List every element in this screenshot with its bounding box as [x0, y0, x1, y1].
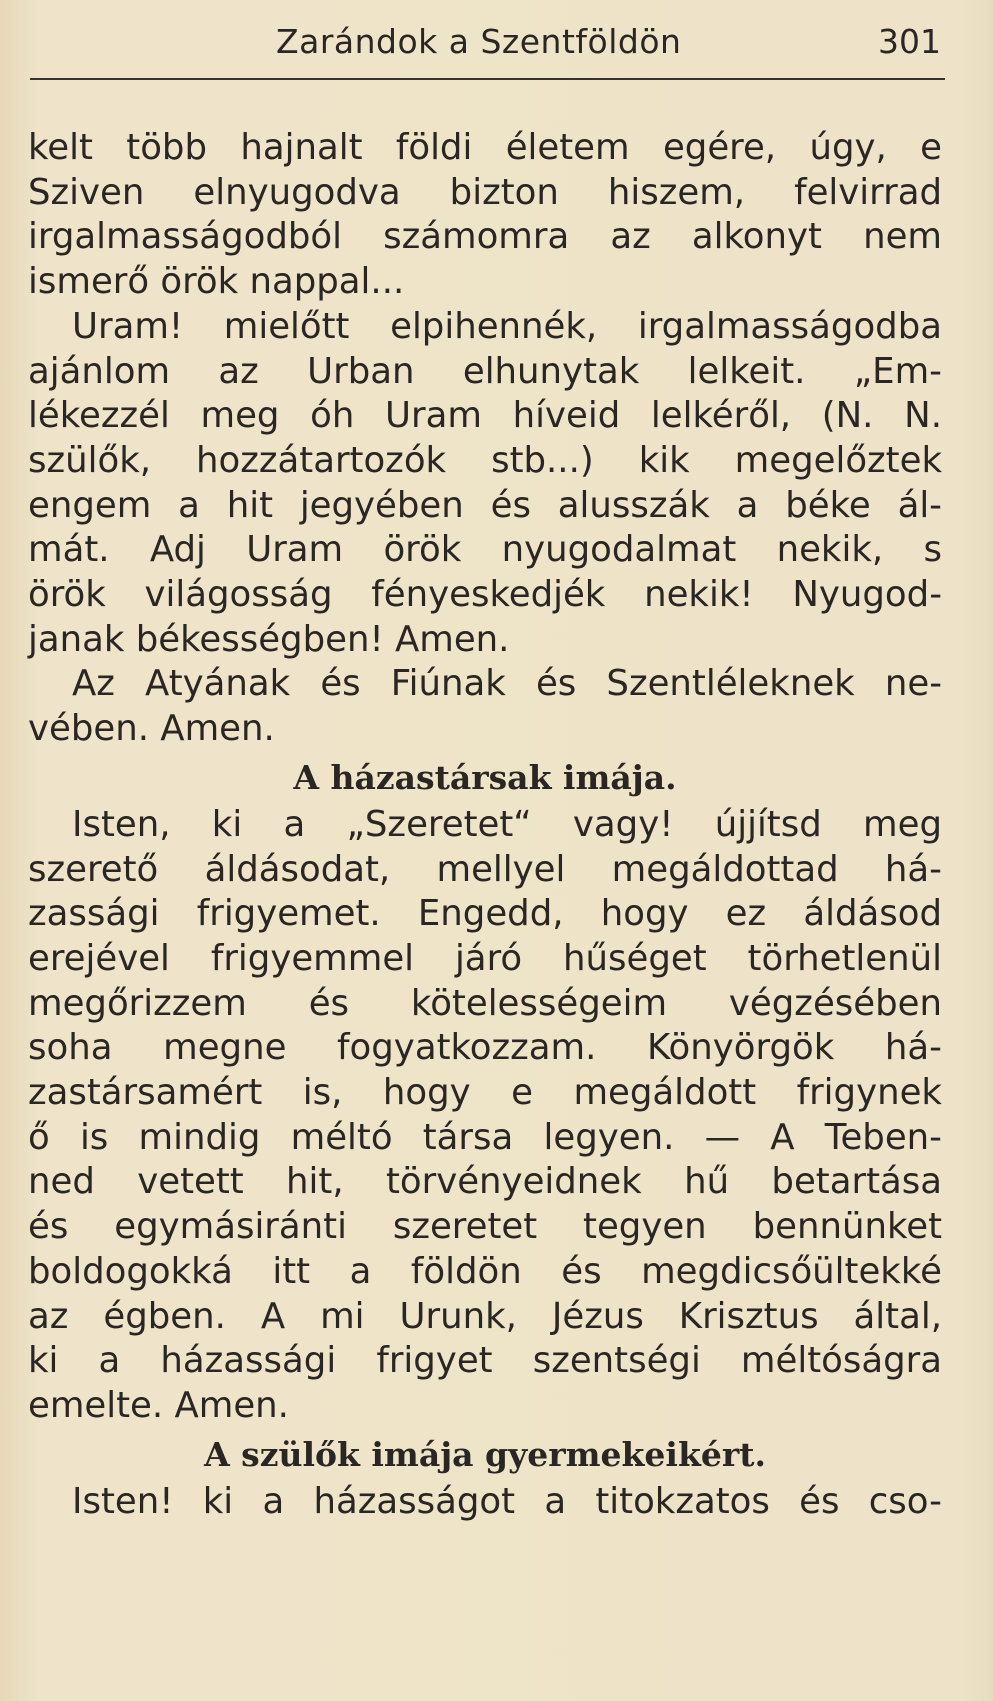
- text-line: emelte. Amen.: [28, 1384, 289, 1426]
- text-line: örök világosság fényeskedjék nekik! Nyugod-: [28, 574, 942, 616]
- text-line: Isten! ki a házasságot a titokzatos és cso-: [72, 1480, 942, 1522]
- text-line: szerető áldásodat, mellyel megáldottad há-: [28, 848, 942, 890]
- text-line: irgalmasságodból számomra az alkonyt nem: [28, 216, 942, 258]
- text-line: engem a hit jegyében és alusszák a béke ál-: [28, 484, 942, 526]
- section-heading-parents: A szülők imája gyermekeikért.: [204, 1434, 766, 1474]
- text-line: Sziven elnyugodva bizton hiszem, felvirrad: [28, 171, 942, 213]
- text-line: ajánlom az Urban elhunytak lelkeit. „Em-: [28, 350, 942, 392]
- section-heading-spouses: A házastársak imája.: [293, 757, 677, 797]
- page-number: 301: [878, 22, 941, 61]
- text-line: mát. Adj Uram örök nyugodalmat nekik, s: [28, 529, 942, 571]
- text-line: vében. Amen.: [28, 708, 275, 750]
- text-line: ki a házassági frigyet szentségi méltóságra: [28, 1340, 942, 1382]
- text-line: az égben. A mi Urunk, Jézus Krisztus által,: [28, 1295, 942, 1337]
- text-line: ismerő örök nappal...: [28, 261, 405, 303]
- text-line: zassági frigyemet. Engedd, hogy ez áldásod: [28, 893, 942, 935]
- paragraph-parents-prayer: [28, 1480, 942, 1525]
- running-head: [0, 18, 993, 68]
- running-title: Zarándok a Szentföldön: [276, 22, 682, 61]
- text-line: erejével frigyemmel járó hűséget törhetlenül: [28, 937, 942, 979]
- text-line: kelt több hajnalt földi életem egére, úgy, e: [28, 127, 942, 168]
- header-rule: [30, 78, 945, 80]
- text-line: ő is mindig méltó társa legyen. — A Teben-: [28, 1116, 942, 1158]
- text-line: Uram! mielőtt elpihennék, irgalmasságodba: [72, 305, 942, 347]
- text-line: megőrizzem és kötelességeim végzésében: [28, 982, 942, 1024]
- paragraph-trinity: [28, 662, 942, 751]
- paragraph-dead-prayer: [28, 305, 942, 663]
- text-line: szülők, hozzátartozók stb...) kik megelőztek: [28, 439, 942, 481]
- text-line: boldogokká itt a földön és megdicsőültekké: [28, 1250, 942, 1292]
- text-line: zastársamért is, hogy e megáldott frigynek: [28, 1072, 942, 1114]
- text-line: és egymásiránti szeretet tegyen bennünket: [28, 1206, 942, 1248]
- text-line: Isten, ki a „Szeretet“ vagy! újjítsd meg: [72, 803, 942, 845]
- paragraph-continuation: [28, 126, 942, 305]
- paragraph-spouses-prayer: [28, 803, 942, 1429]
- text-line: lékezzél meg óh Uram híveid lelkéről, (N. N.: [28, 395, 942, 437]
- text-line: Az Atyának és Fiúnak és Szentléleknek ne-: [72, 663, 942, 705]
- text-line: soha megne fogyatkozzam. Könyörgök há-: [28, 1027, 942, 1069]
- text-line: janak békességben! Amen.: [28, 618, 510, 660]
- body-text: [28, 126, 942, 1524]
- text-line: ned vetett hit, törvényeidnek hű betartása: [28, 1161, 942, 1203]
